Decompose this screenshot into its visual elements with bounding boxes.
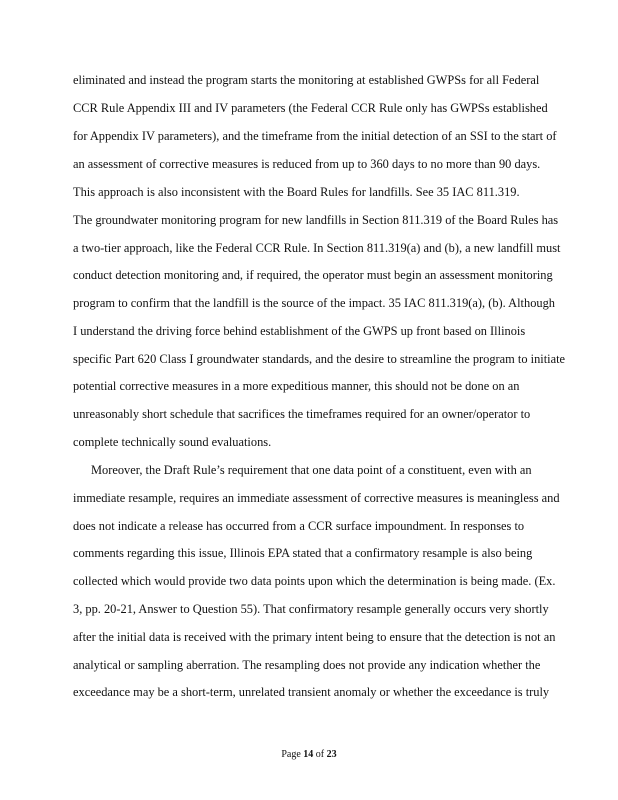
text-line: comments regarding this issue, Illinois EPA stated that a confirmatory resample is also being <box>73 546 533 560</box>
text-line: after the initial data is received with the primary intent being to ensure that the detection is not an <box>73 630 556 644</box>
text-line: conduct detection monitoring and, if required, the operator must begin an assessment monitoring <box>73 268 553 282</box>
text-line: potential corrective measures in a more expeditious manner, this should not be done on an <box>73 379 520 393</box>
page-footer <box>0 749 618 761</box>
text-line: a two-tier approach, like the Federal CCR Rule. In Section 811.319(a) and (b), a new landfill must <box>73 241 561 255</box>
text-line: immediate resample, requires an immediate assessment of corrective measures is meaningless and <box>73 491 560 505</box>
page-total: 23 <box>326 749 337 760</box>
text-line: for Appendix IV parameters), and the timeframe from the initial detection of an SSI to the start of <box>73 129 557 143</box>
text-line: analytical or sampling aberration. The resampling does not provide any indication whether the <box>73 658 541 672</box>
page-of-label: of <box>315 749 325 760</box>
text-line: This approach is also inconsistent with the Board Rules for landfills. See 35 IAC 811.319. <box>73 185 520 199</box>
text-line: I understand the driving force behind establishment of the GWPS up front based on Illinois <box>73 324 526 338</box>
page-number: 14 <box>303 749 314 760</box>
text-line: eliminated and instead the program starts the monitoring at established GWPSs for all Federal <box>73 73 540 87</box>
text-line: 3, pp. 20-21, Answer to Question 55). That confirmatory resample generally occurs very shortly <box>73 602 549 616</box>
page-label: Page <box>281 749 301 760</box>
text-line: exceedance may be a short-term, unrelated transient anomaly or whether the exceedance is truly <box>73 685 550 699</box>
text-line: does not indicate a release has occurred from a CCR surface impoundment. In responses to <box>73 519 525 533</box>
text-line: specific Part 620 Class I groundwater standards, and the desire to streamline the program to initiate <box>73 352 566 366</box>
text-line: complete technically sound evaluations. <box>73 435 272 449</box>
paragraph-first-line: Moreover, the Draft Rule’s requirement that one data point of a constituent, even with an <box>91 463 532 477</box>
text-line: The groundwater monitoring program for new landfills in Section 811.319 of the Board Rules has <box>73 213 559 227</box>
text-line: program to confirm that the landfill is the source of the impact. 35 IAC 811.319(a), (b). Although <box>73 296 555 310</box>
text-line: unreasonably short schedule that sacrifices the timeframes required for an owner/operator to <box>73 407 531 421</box>
text-line: collected which would provide two data points upon which the determination is being made. (Ex. <box>73 574 556 588</box>
text-line: an assessment of corrective measures is reduced from up to 360 days to no more than 90 days. <box>73 157 541 171</box>
text-line: CCR Rule Appendix III and IV parameters (the Federal CCR Rule only has GWPSs established <box>73 101 548 115</box>
